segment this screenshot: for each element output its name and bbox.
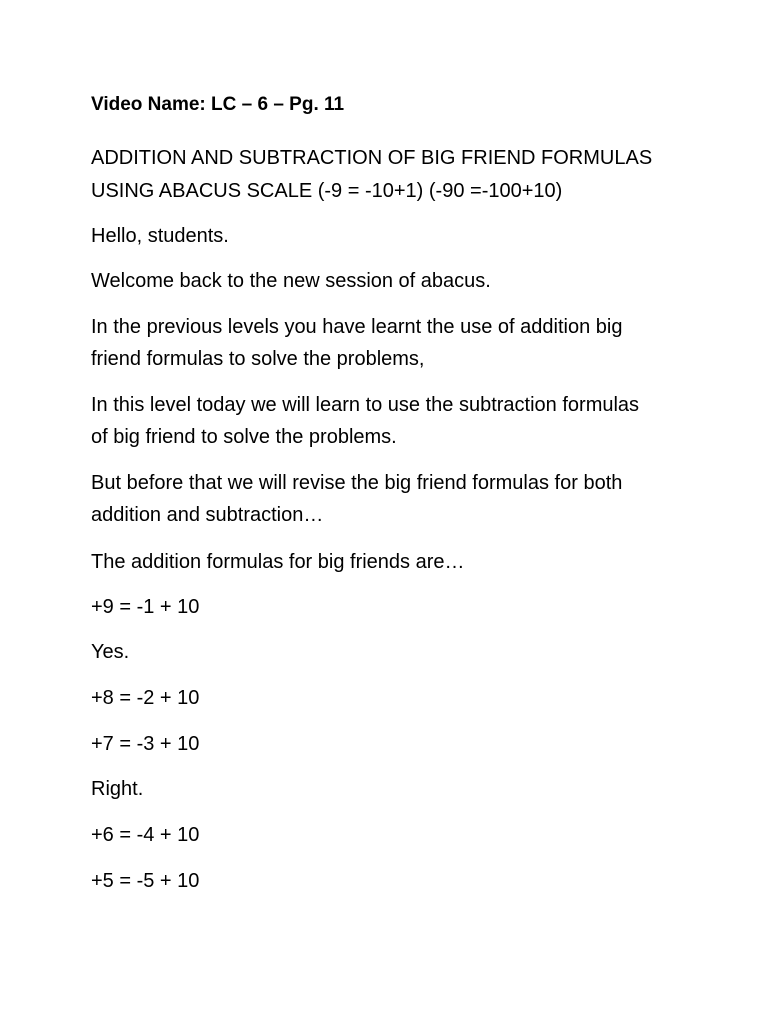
revise-line-2: addition and subtraction… — [91, 504, 324, 526]
yes-text: Yes. — [91, 641, 130, 663]
formula-plus-7: +7 = -3 + 10 — [91, 733, 200, 755]
revise-line-1: But before that we will revise the big friend formulas for both — [91, 472, 623, 494]
right-text: Right. — [91, 778, 144, 800]
today-line-1: In this level today we will learn to use the subtraction formulas — [91, 394, 640, 416]
previous-levels-line-2: friend formulas to solve the problems, — [91, 348, 425, 370]
today-line-2: of big friend to solve the problems. — [91, 426, 397, 448]
heading-line-2: USING ABACUS SCALE (-9 = -10+1) (-90 =-100+10) — [91, 180, 563, 202]
formula-plus-5: +5 = -5 + 10 — [91, 870, 200, 892]
addition-intro-text: The addition formulas for big friends are… — [91, 551, 465, 573]
heading-line-1: ADDITION AND SUBTRACTION OF BIG FRIEND FORMULAS — [91, 147, 653, 169]
welcome-text: Welcome back to the new session of abacus. — [91, 270, 491, 292]
formula-plus-9: +9 = -1 + 10 — [91, 596, 200, 618]
greeting-text: Hello, students. — [91, 225, 229, 247]
formula-plus-6: +6 = -4 + 10 — [91, 824, 200, 846]
previous-levels-line-1: In the previous levels you have learnt the use of addition big — [91, 316, 623, 338]
video-title: Video Name: LC – 6 – Pg. 11 — [91, 94, 345, 115]
formula-plus-8: +8 = -2 + 10 — [91, 687, 200, 709]
